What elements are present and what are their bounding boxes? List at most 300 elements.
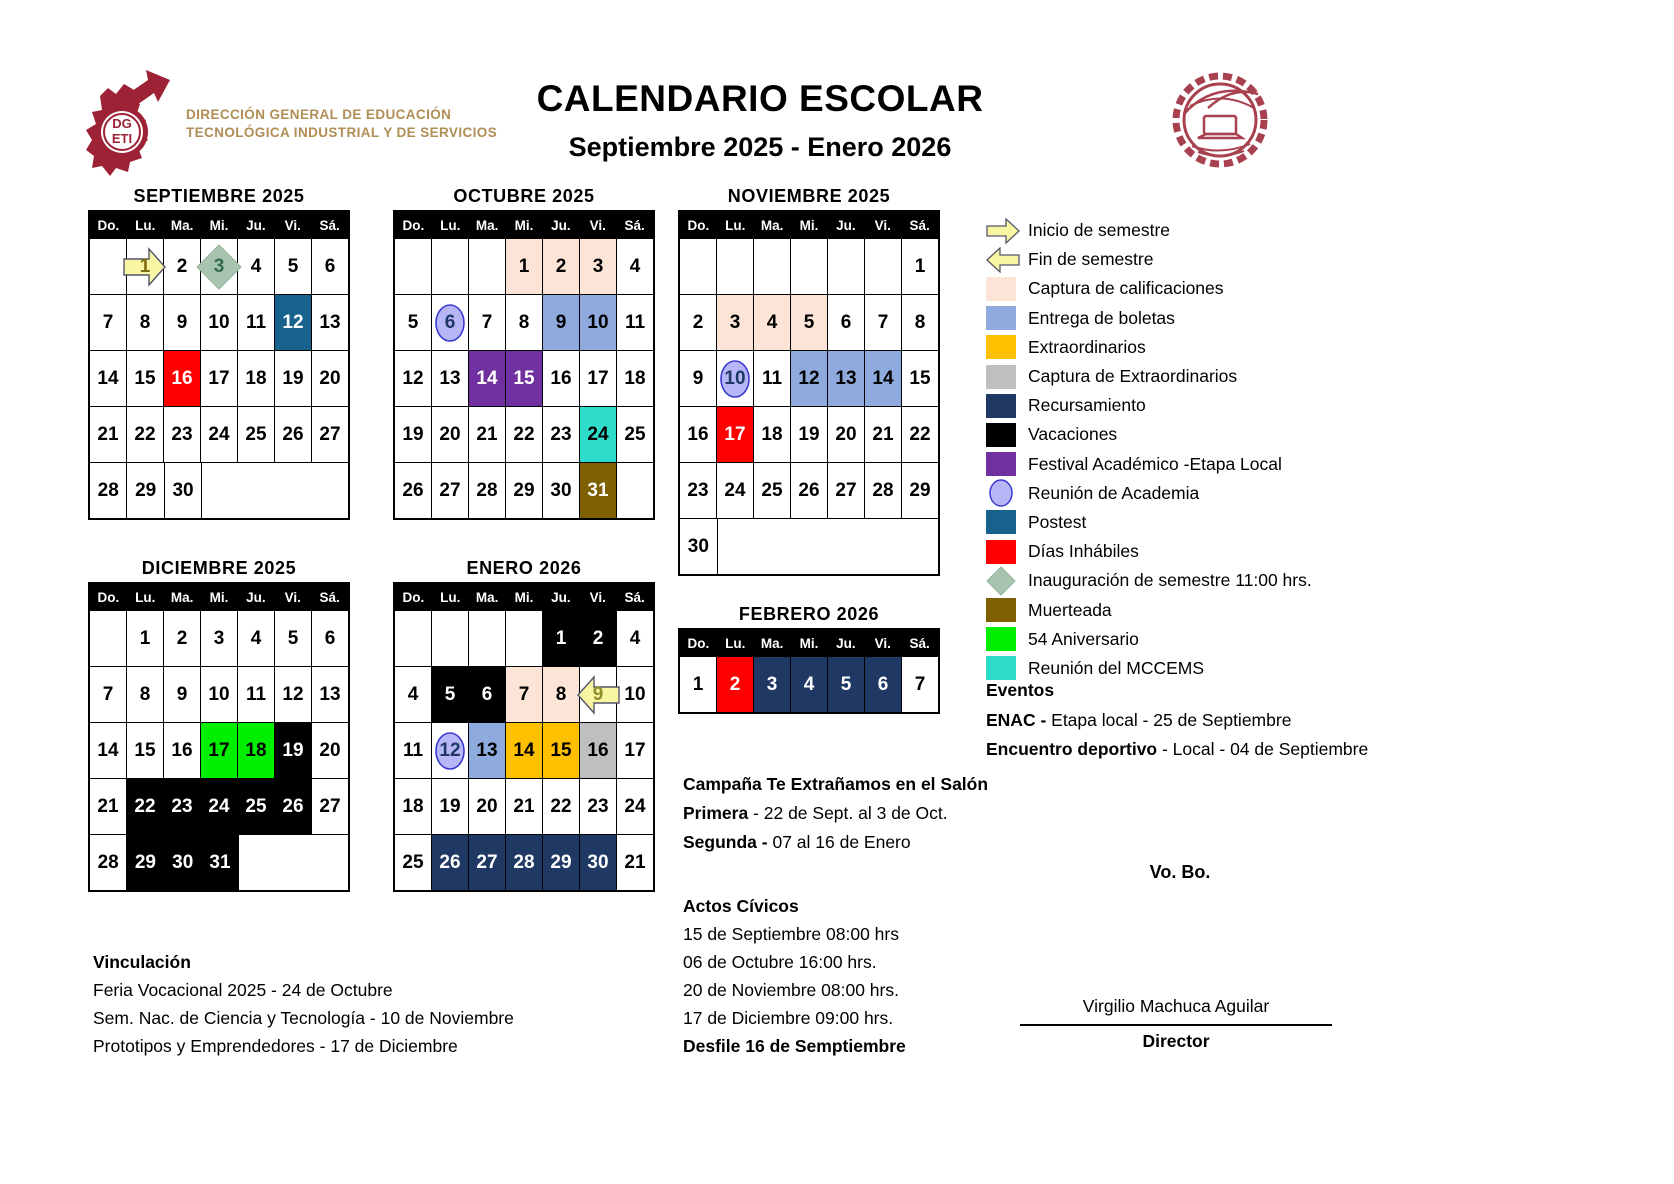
day-cell <box>791 463 828 518</box>
day-cell <box>617 667 653 722</box>
day-number: 19 <box>439 795 461 817</box>
day-number: 24 <box>624 795 646 817</box>
day-cell <box>164 667 201 722</box>
day-cell <box>543 667 580 722</box>
day-cell <box>127 611 164 666</box>
day-number: 2 <box>176 627 188 649</box>
day-cell <box>580 723 617 778</box>
day-number: 5 <box>407 311 419 333</box>
legend-icon <box>986 567 1020 595</box>
calendar-january-2026 <box>393 558 655 892</box>
day-cell <box>865 351 902 406</box>
day-cell <box>238 779 275 834</box>
day-cell <box>395 779 432 834</box>
actos-section <box>683 892 906 1060</box>
day-number: 4 <box>250 255 262 277</box>
weekday-label: Sá. <box>624 590 645 605</box>
day-cell <box>275 351 312 406</box>
day-number: 17 <box>624 739 646 761</box>
week-row <box>395 463 653 518</box>
weekday-label: Do. <box>97 590 120 605</box>
day-cell <box>506 667 543 722</box>
day-cell <box>617 351 653 406</box>
empty-cell <box>202 463 238 518</box>
legend-item <box>986 479 1312 508</box>
vinculacion-line: Feria Vocacional 2025 - 24 de Octubre <box>93 980 393 1000</box>
day-cell <box>902 463 938 518</box>
legend-icon <box>986 246 1020 274</box>
weekday-label: Vi. <box>874 218 891 233</box>
day-number: 6 <box>481 683 493 705</box>
calendar-october-2025 <box>393 186 655 520</box>
day-number: 22 <box>909 423 931 445</box>
week-row <box>90 723 348 779</box>
day-number: 30 <box>172 851 194 873</box>
day-number: 25 <box>761 479 783 501</box>
day-cell <box>164 295 201 350</box>
day-cell <box>865 463 902 518</box>
day-number: 20 <box>439 423 461 445</box>
day-number: 23 <box>587 795 609 817</box>
day-cell <box>828 463 865 518</box>
day-number: 23 <box>171 423 193 445</box>
week-row <box>90 407 348 463</box>
day-cell <box>828 407 865 462</box>
calendar-september-2025 <box>88 186 350 520</box>
actos-line: 06 de Octubre 16:00 hrs. <box>683 952 877 972</box>
calendar-december-2025 <box>88 558 350 892</box>
day-number: 10 <box>208 683 230 705</box>
day-cell <box>90 779 127 834</box>
day-number: 1 <box>139 255 151 277</box>
day-cell <box>201 295 238 350</box>
day-number: 19 <box>402 423 424 445</box>
empty-cell <box>717 239 754 294</box>
day-cell <box>395 295 432 350</box>
day-cell <box>275 611 312 666</box>
campana-line: Primera - 22 de Sept. al 3 de Oct. <box>683 803 948 823</box>
day-cell <box>90 407 127 462</box>
week-row <box>680 239 938 295</box>
svg-text:DG: DG <box>112 116 132 131</box>
day-number: 14 <box>872 367 894 389</box>
campana-line: Segunda - 07 al 16 de Enero <box>683 832 911 852</box>
vinculacion-heading: Vinculación <box>93 952 191 972</box>
weekday-label: Ju. <box>246 218 266 233</box>
day-cell <box>164 723 201 778</box>
page-subtitle: Septiembre 2025 - Enero 2026 <box>568 132 952 162</box>
day-cell <box>201 407 238 462</box>
day-cell <box>395 723 432 778</box>
day-number: 19 <box>282 367 304 389</box>
weekday-label: Ma. <box>760 636 784 651</box>
day-cell <box>165 835 202 890</box>
weekday-label: Ma. <box>170 590 194 605</box>
empty-cell <box>754 519 791 574</box>
day-number: 30 <box>687 535 709 557</box>
day-number: 31 <box>209 851 231 873</box>
day-number: 28 <box>476 479 498 501</box>
legend-color-swatch <box>986 335 1016 359</box>
week-row <box>395 295 653 351</box>
day-cell <box>506 779 543 834</box>
day-cell <box>275 295 312 350</box>
day-cell <box>717 657 754 712</box>
legend-label: Vacaciones <box>1028 424 1118 445</box>
day-number: 15 <box>134 739 156 761</box>
legend-label: Fin de semestre <box>1028 249 1154 270</box>
day-cell <box>754 351 791 406</box>
day-cell <box>902 407 938 462</box>
month-table <box>678 628 940 714</box>
day-number: 10 <box>724 367 746 389</box>
day-cell <box>432 463 469 518</box>
day-number: 14 <box>476 367 498 389</box>
week-row <box>90 779 348 835</box>
week-row <box>395 611 653 667</box>
legend-label: Entrega de boletas <box>1028 307 1175 328</box>
day-number: 1 <box>139 627 151 649</box>
empty-cell <box>395 239 432 294</box>
legend-item <box>986 274 1312 303</box>
week-row <box>395 667 653 723</box>
day-number: 16 <box>687 423 709 445</box>
weekday-label: Lu. <box>135 590 156 605</box>
legend-item <box>986 245 1312 274</box>
day-number: 4 <box>250 627 262 649</box>
day-cell <box>165 463 202 518</box>
weekday-label: Vi. <box>284 218 301 233</box>
day-number: 12 <box>402 367 424 389</box>
day-cell <box>127 407 164 462</box>
day-number: 5 <box>287 255 299 277</box>
weekday-label: Do. <box>402 218 425 233</box>
day-number: 12 <box>439 739 461 761</box>
day-number: 2 <box>729 673 741 695</box>
day-number: 7 <box>102 311 114 333</box>
day-cell <box>312 295 348 350</box>
actos-bold-line: Desfile 16 de Semptiembre <box>683 1036 906 1056</box>
weekday-header-row <box>90 212 348 239</box>
week-row <box>680 351 938 407</box>
day-number: 17 <box>208 367 230 389</box>
eventos-heading: Eventos <box>986 680 1055 700</box>
day-number: 19 <box>798 423 820 445</box>
day-cell <box>90 835 127 890</box>
day-cell <box>395 351 432 406</box>
day-cell <box>275 239 312 294</box>
weekday-label: Lu. <box>440 590 461 605</box>
director-name: Virgilio Machuca Aguilar <box>1020 996 1332 1026</box>
weekday-label: Ma. <box>475 218 499 233</box>
day-cell <box>127 723 164 778</box>
day-cell <box>828 295 865 350</box>
weekday-label: Ma. <box>760 218 784 233</box>
day-number: 3 <box>213 627 225 649</box>
day-number: 7 <box>481 311 493 333</box>
legend-color-swatch <box>986 452 1016 476</box>
legend-label: Recursamiento <box>1028 395 1146 416</box>
day-number: 8 <box>139 683 151 705</box>
day-number: 9 <box>555 311 567 333</box>
legend-color-swatch <box>986 394 1016 418</box>
eventos-line: Encuentro deportivo - Local - 04 de Septiembre <box>986 739 1369 759</box>
weekday-label: Mi. <box>799 218 819 233</box>
day-cell <box>791 295 828 350</box>
day-cell <box>580 835 617 890</box>
day-cell <box>543 463 580 518</box>
day-number: 8 <box>518 311 530 333</box>
day-number: 24 <box>208 423 230 445</box>
day-cell <box>506 407 543 462</box>
legend-color-swatch <box>986 540 1016 564</box>
vinculacion-line: Sem. Nac. de Ciencia y Tecnología - 10 de Noviembre <box>93 1008 514 1028</box>
weekday-label: Ju. <box>836 218 856 233</box>
day-number: 16 <box>587 739 609 761</box>
day-number: 6 <box>840 311 852 333</box>
dgeti-org-name: DIRECCIÓN GENERAL DE EDUCACIÓN TECNOLÓGICA INDUSTRIAL Y DE SERVICIOS <box>186 107 498 140</box>
day-number: 15 <box>909 367 931 389</box>
day-number: 27 <box>319 795 341 817</box>
day-number: 18 <box>245 739 267 761</box>
day-cell <box>543 611 580 666</box>
day-cell <box>543 295 580 350</box>
day-cell <box>275 779 312 834</box>
legend-color-swatch <box>986 306 1016 330</box>
day-cell <box>432 351 469 406</box>
weekday-label: Vi. <box>874 636 891 651</box>
day-cell <box>202 835 239 890</box>
day-number: 17 <box>724 423 746 445</box>
week-row <box>90 239 348 295</box>
day-cell <box>617 407 653 462</box>
day-cell <box>90 295 127 350</box>
legend-item <box>986 508 1312 537</box>
week-row <box>395 779 653 835</box>
empty-cell <box>90 611 127 666</box>
day-cell <box>617 835 653 890</box>
day-cell <box>543 779 580 834</box>
actos-line: 17 de Diciembre 09:00 hrs. <box>683 1008 894 1028</box>
day-number: 25 <box>245 795 267 817</box>
weekday-label: Lu. <box>725 636 746 651</box>
day-cell <box>432 779 469 834</box>
day-cell <box>201 611 238 666</box>
weekday-label: Mi. <box>209 218 229 233</box>
weekday-label: Sá. <box>319 218 340 233</box>
svg-text:ETI: ETI <box>111 131 133 146</box>
empty-cell <box>239 835 275 890</box>
day-cell <box>617 723 653 778</box>
day-cell <box>506 239 543 294</box>
day-cell <box>469 723 506 778</box>
weekday-label: Sá. <box>909 636 930 651</box>
legend-label: Festival Académico -Etapa Local <box>1028 453 1282 474</box>
day-cell <box>617 239 653 294</box>
day-number: 10 <box>587 311 609 333</box>
day-number: 6 <box>324 255 336 277</box>
day-number: 14 <box>97 739 119 761</box>
weekday-header-row <box>680 630 938 657</box>
empty-cell <box>239 463 275 518</box>
day-cell <box>865 407 902 462</box>
day-number: 13 <box>319 311 341 333</box>
day-number: 1 <box>555 627 567 649</box>
day-cell <box>238 351 275 406</box>
month-table <box>393 210 655 520</box>
day-number: 19 <box>282 739 304 761</box>
day-number: 30 <box>587 851 609 873</box>
calendar-november-2025 <box>678 186 940 576</box>
week-row <box>90 295 348 351</box>
day-number: 4 <box>766 311 778 333</box>
day-number: 10 <box>208 311 230 333</box>
legend-item <box>986 595 1312 624</box>
legend-label: Reunión de Academia <box>1028 482 1200 503</box>
day-number: 21 <box>624 851 646 873</box>
day-number: 23 <box>171 795 193 817</box>
day-number: 28 <box>872 479 894 501</box>
month-title: FEBRERO 2026 <box>738 604 880 624</box>
day-cell <box>90 351 127 406</box>
day-number: 16 <box>550 367 572 389</box>
actos-line: 15 de Septiembre 08:00 hrs <box>683 924 899 944</box>
day-cell <box>238 239 275 294</box>
day-cell <box>580 407 617 462</box>
day-number: 20 <box>476 795 498 817</box>
day-number: 27 <box>476 851 498 873</box>
week-row <box>90 667 348 723</box>
day-cell <box>828 351 865 406</box>
day-cell <box>680 407 717 462</box>
month-title: SEPTIEMBRE 2025 <box>133 186 305 206</box>
legend-start-arrow-icon <box>986 218 1020 244</box>
day-number: 1 <box>518 255 530 277</box>
day-cell <box>469 835 506 890</box>
empty-cell <box>469 611 506 666</box>
day-number: 10 <box>624 683 646 705</box>
day-cell <box>312 723 348 778</box>
day-cell <box>717 351 754 406</box>
day-number: 7 <box>877 311 889 333</box>
day-cell <box>432 295 469 350</box>
day-cell <box>543 351 580 406</box>
legend-item <box>986 216 1312 245</box>
day-number: 29 <box>134 851 156 873</box>
legend-item <box>986 362 1312 391</box>
day-number: 13 <box>835 367 857 389</box>
legend-label: Días Inhábiles <box>1028 541 1139 562</box>
day-number: 4 <box>803 673 815 695</box>
empty-cell <box>754 239 791 294</box>
day-number: 22 <box>134 795 156 817</box>
day-cell <box>543 723 580 778</box>
day-number: 12 <box>798 367 820 389</box>
day-number: 3 <box>766 673 778 695</box>
day-cell <box>238 407 275 462</box>
day-cell <box>395 835 432 890</box>
month-table <box>88 582 350 892</box>
day-number: 31 <box>587 479 609 501</box>
day-number: 30 <box>172 479 194 501</box>
day-cell <box>201 351 238 406</box>
day-number: 29 <box>513 479 535 501</box>
actos-line: 20 de Noviembre 08:00 hrs. <box>683 980 899 1000</box>
weekday-label: Mi. <box>209 590 229 605</box>
weekday-label: Mi. <box>514 218 534 233</box>
day-cell <box>164 407 201 462</box>
day-cell <box>791 351 828 406</box>
day-number: 4 <box>629 255 641 277</box>
day-cell <box>791 407 828 462</box>
day-number: 17 <box>208 739 230 761</box>
weekday-label: Ju. <box>246 590 266 605</box>
vinculacion-line: Prototipos y Emprendedores - 17 de Diciembre <box>93 1036 458 1056</box>
day-number: 24 <box>587 423 609 445</box>
day-number: 24 <box>724 479 746 501</box>
weekday-label: Mi. <box>514 590 534 605</box>
week-row <box>395 723 653 779</box>
day-number: 26 <box>282 423 304 445</box>
day-cell <box>432 723 469 778</box>
day-number: 23 <box>550 423 572 445</box>
legend-label: Reunión del MCCEMS <box>1028 657 1205 678</box>
day-number: 21 <box>513 795 535 817</box>
week-row <box>395 239 653 295</box>
legend-label: Extraordinarios <box>1028 336 1146 357</box>
weekday-label: Lu. <box>440 218 461 233</box>
empty-cell <box>432 611 469 666</box>
day-number: 29 <box>135 479 157 501</box>
weekday-label: Do. <box>687 218 710 233</box>
day-cell <box>275 723 312 778</box>
day-cell <box>312 239 348 294</box>
day-cell <box>543 835 580 890</box>
legend-item <box>986 420 1312 449</box>
day-number: 3 <box>213 255 225 277</box>
legend-color-swatch <box>986 277 1016 301</box>
week-row <box>680 657 938 712</box>
weekday-header-row <box>395 212 653 239</box>
day-number: 1 <box>914 255 926 277</box>
day-cell <box>312 407 348 462</box>
day-cell <box>717 407 754 462</box>
month-title: ENERO 2026 <box>466 558 582 578</box>
day-cell <box>127 351 164 406</box>
dgeti-logo-icon <box>86 66 196 178</box>
empty-cell <box>828 519 865 574</box>
day-number: 30 <box>550 479 572 501</box>
legend-end-arrow-icon <box>986 247 1020 273</box>
day-number: 20 <box>835 423 857 445</box>
day-cell <box>469 667 506 722</box>
empty-cell <box>617 463 653 518</box>
day-cell <box>312 351 348 406</box>
day-cell <box>127 667 164 722</box>
day-cell <box>201 779 238 834</box>
day-number: 5 <box>803 311 815 333</box>
month-title: NOVIEMBRE 2025 <box>727 186 891 206</box>
day-cell <box>127 835 164 890</box>
vobo-label: Vo. Bo. <box>1149 862 1211 882</box>
weekday-label: Ju. <box>551 218 571 233</box>
day-cell <box>312 779 348 834</box>
day-cell <box>680 657 717 712</box>
day-number: 14 <box>513 739 535 761</box>
weekday-label: Do. <box>97 218 120 233</box>
day-cell <box>580 779 617 834</box>
day-number: 1 <box>692 673 704 695</box>
